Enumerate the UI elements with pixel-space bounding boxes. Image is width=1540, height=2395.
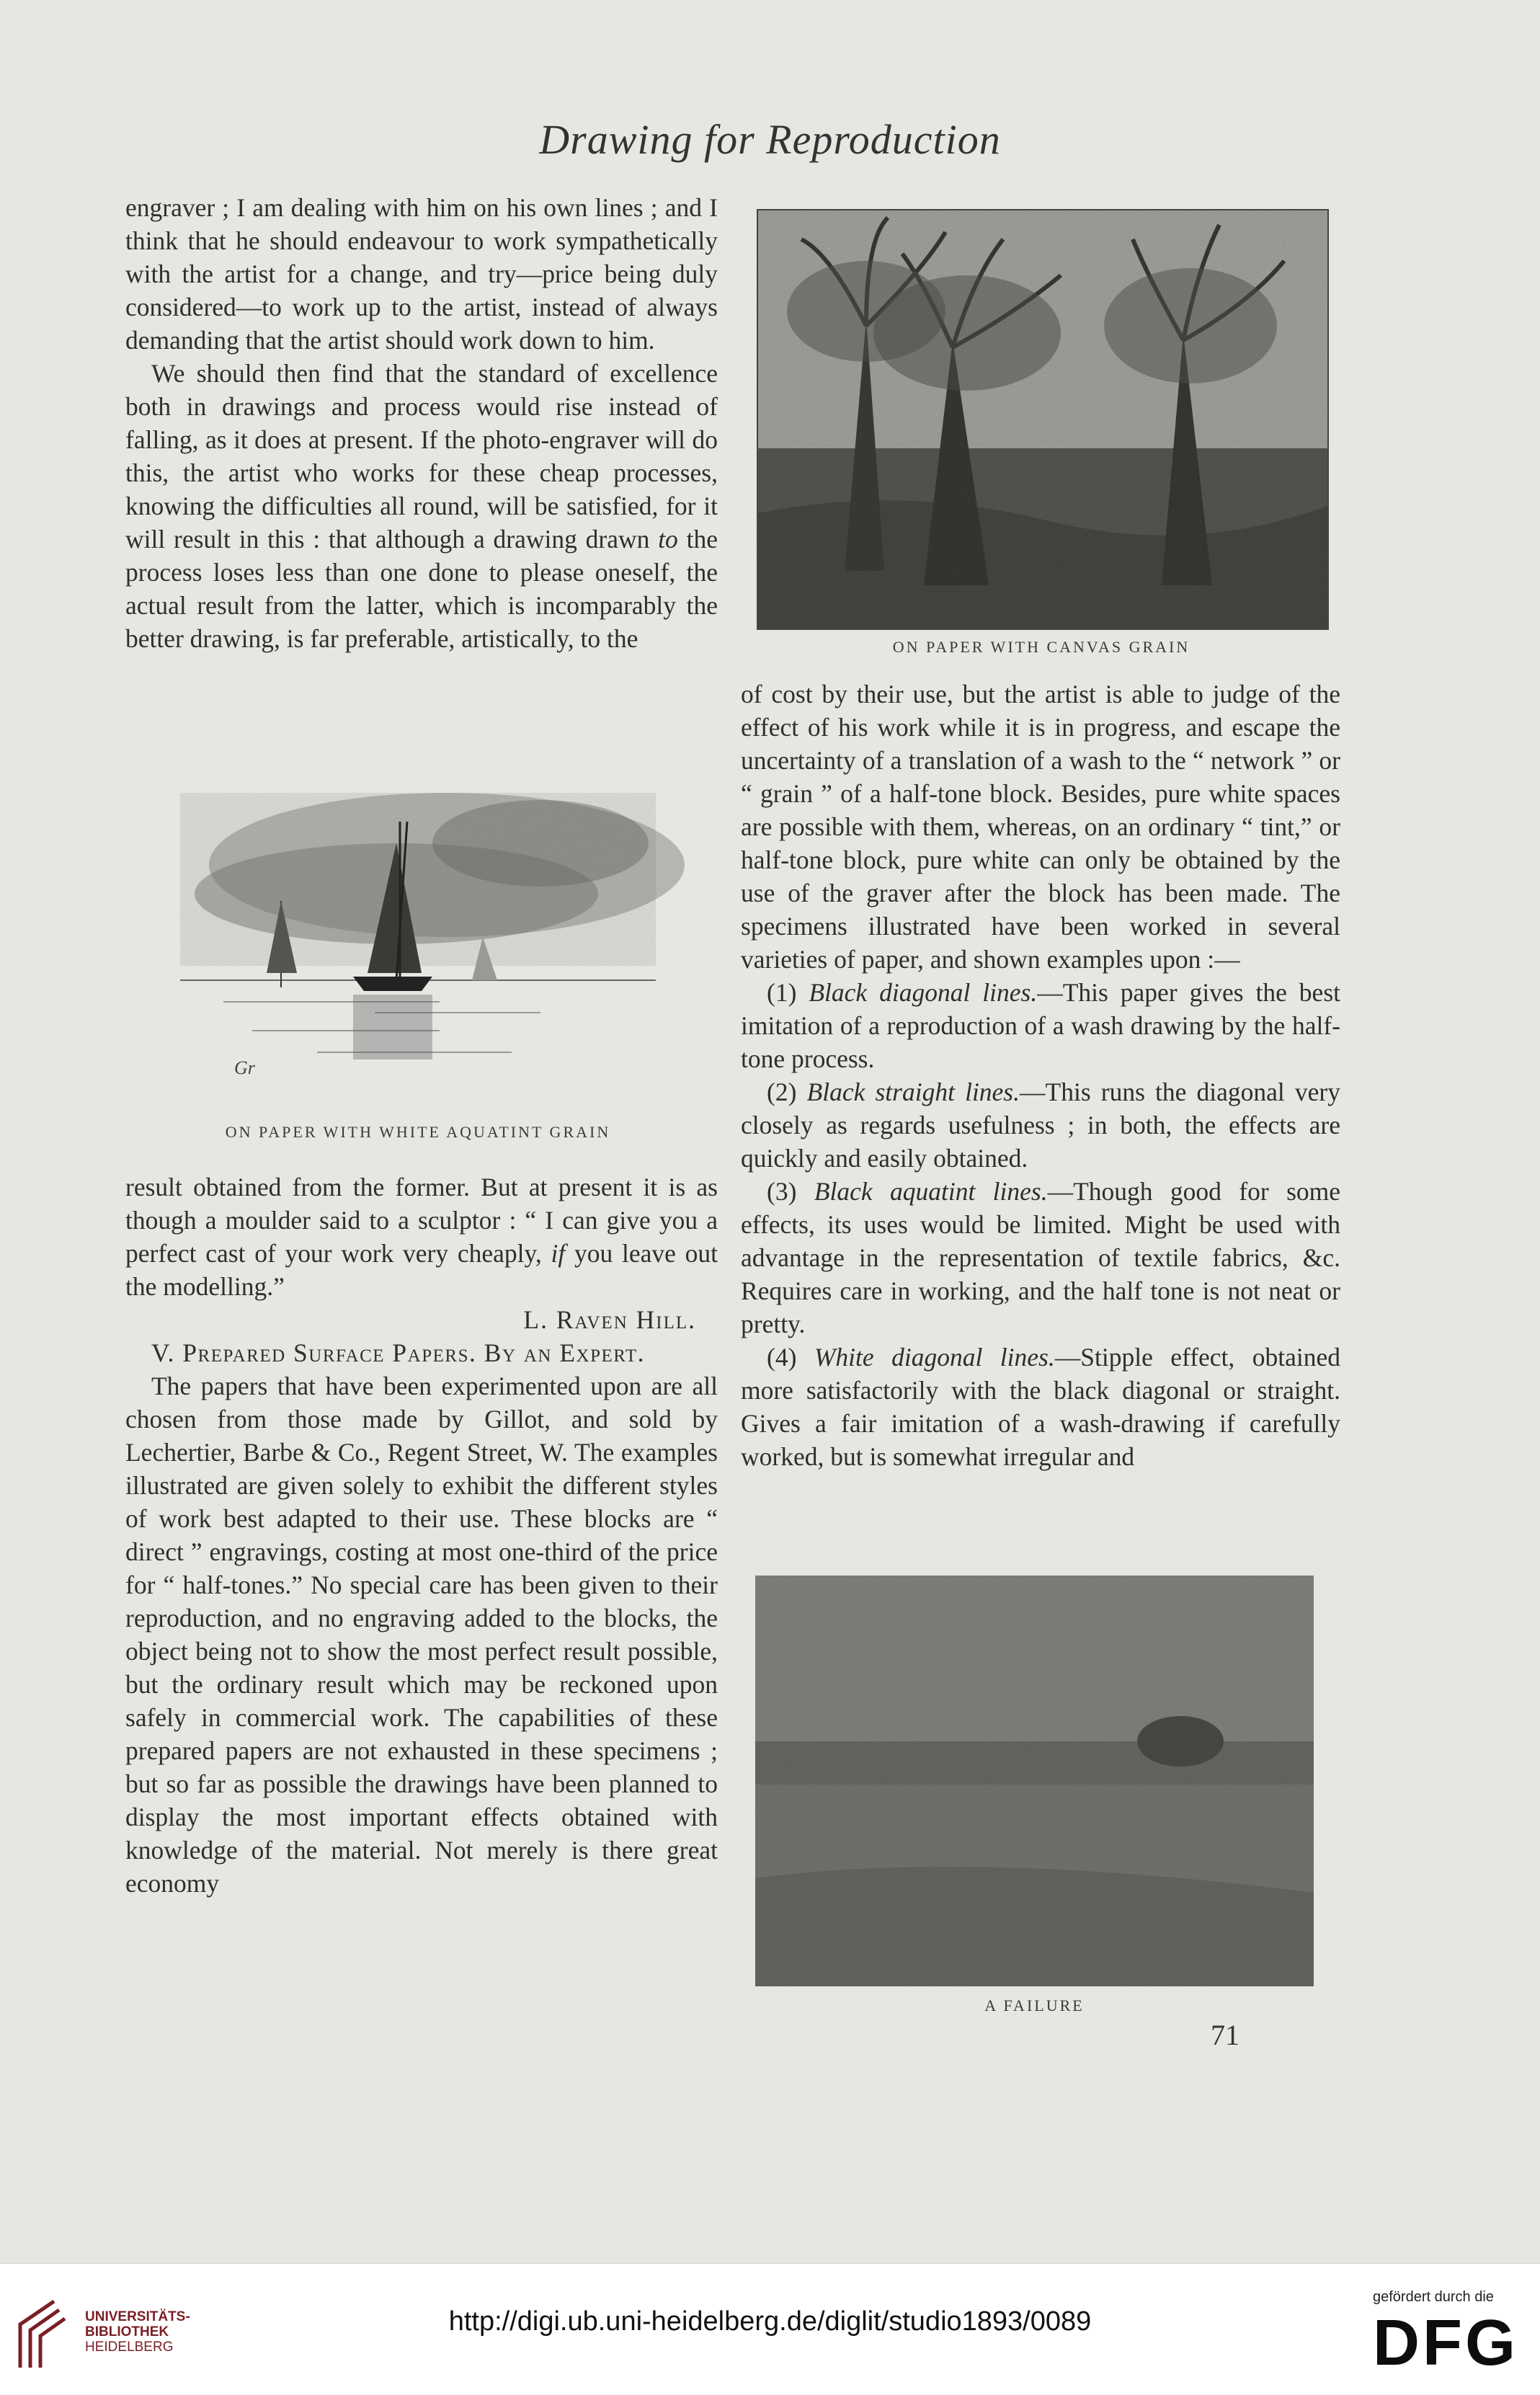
column-left-bottom <box>125 1170 718 1900</box>
source-url-link[interactable]: http://digi.ub.uni-heidelberg.de/diglit/studio1893/0089 <box>448 2306 1092 2337</box>
caption-canvas: ON PAPER WITH CANVAS GRAIN <box>892 638 1190 656</box>
column-right <box>741 677 1340 1473</box>
illustration-landscape <box>755 1576 1314 1986</box>
paragraph: engraver ; I am dealing with him on his own lines ; and I think that he should endeavour to work sympathetically with the artist for a change, and try—price being duly considered—to work up to the artist, instead of always demanding that the artist should work down to him. <box>125 193 718 355</box>
list-item: (1) Black diagonal lines.—This paper gives the best imitation of a reproduction of a wash drawing by the half-tone process. <box>741 978 1340 1073</box>
running-head: Drawing for Reproduction <box>539 116 1001 163</box>
funder-label: gefördert durch die <box>1373 2289 1494 2305</box>
author-signature: L. Raven Hill. <box>523 1305 696 1334</box>
caption-failure: A FAILURE <box>984 1996 1085 2014</box>
caption-aquatint: ON PAPER WITH WHITE AQUATINT GRAIN <box>225 1123 611 1141</box>
column-left-top <box>125 191 718 655</box>
illustration-trees <box>757 209 1329 630</box>
illustration-sailboats <box>137 764 699 1110</box>
paragraph: result obtained from the former. But at present it is as though a moulder said to a sculptor : “ I can give you a perfect cast of your work very cheaply, if you leave out the modelling.” <box>125 1173 718 1301</box>
list-item: (2) Black straight lines.—This runs the diagonal very closely as regards usefulness ; in both, the effects are quickly and easily obtained. <box>741 1077 1340 1173</box>
list-item: (3) Black aquatint lines.—Though good for some effects, its uses would be limited. Might be used with advantage in the representation of textile fabrics, &c. Requires care in working, and the half tone is not neat or pretty. <box>741 1177 1340 1338</box>
library-name: UNIVERSITÄTS- BIBLIOTHEK HEIDELBERG <box>85 2309 190 2355</box>
paragraph: of cost by their use, but the artist is able to judge of the effect of his work while it is in progress, and escape the uncertainty of a translation of a wash to the “ network ” or “ grain ” of a half-tone block. Besides, pure white spaces are possible with them, whereas, on an ordinary “ tint,” or half-tone block, pure white can only be obtained by the use of the graver after the block has been made. The specimens illustrated have been worked in several varieties of paper, and shown examples upon :— <box>741 680 1340 974</box>
section-heading: V. Prepared Surface Papers. By an Expert. <box>151 1338 646 1367</box>
artist-monogram-illustration: Gr <box>234 1057 255 1078</box>
paragraph: The papers that have been experimented upon are all chosen from those made by Gillot, and sold by Lechertier, Barbe & Co., Regent Street, W. The examples illustrated are given solely to exhibit the different styles of work best adapted to their use. These blocks are “ direct ” engravings, costing at most one-third of the price for “ half-tones.” No special care has been given to their reproduction, and no engraving added to the blocks, the object being not to show the most perfect result possible, but the ordinary result which may be reckoned upon safely in commercial work. The capabilities of these prepared papers are not exhausted in these specimens ; but so far as possible the drawings have been planned to display the most important effects obtained with knowledge of the material. Not merely is there great economy <box>125 1372 718 1898</box>
dfg-logo: DFG <box>1373 2307 1518 2379</box>
paragraph: We should then find that the standard of excellence both in drawings and process would rise instead of falling, as it does at present. If the photo-engraver will do this, the artist who works for these cheap processes, knowing the difficulties all round, will be satisfied, for it will result in this : that although a drawing drawn to the process loses less than one done to please oneself, the actual result from the latter, which is incomparably the better drawing, is far preferable, artistically, to the <box>125 359 718 653</box>
list-item: (4) White diagonal lines.—Stipple effect, obtained more satisfactorily with the black diagonal or straight. Gives a fair imitation of a wash-drawing if carefully worked, but is somewhat irregular and <box>741 1343 1340 1471</box>
page-number: 71 <box>1211 2019 1239 2051</box>
